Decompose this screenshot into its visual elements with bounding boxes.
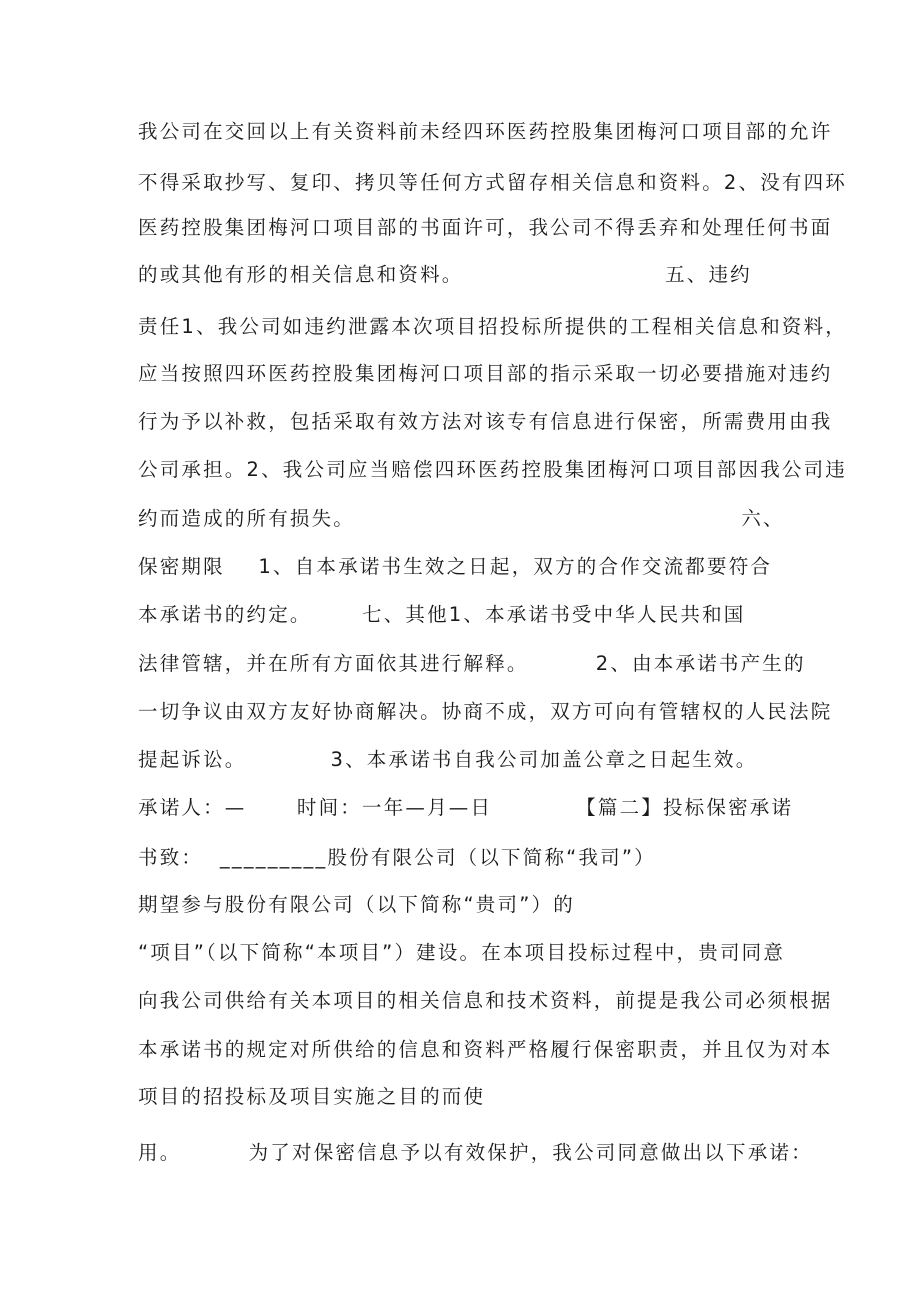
text-line: 医药控股集团梅河口项目部的书面许可，我公司不得丢弃和处理任何书面 — [138, 216, 833, 239]
text-line: 本承诺书的规定对所供给的信息和资料严格履行保密职责，并且仅为对本 — [138, 1038, 833, 1061]
text-line: 书致： _________股份有限公司（以下简称“我司”） — [138, 846, 656, 869]
text-line: 行为予以补救，包括采取有效方法对该专有信息进行保密，所需费用由我 — [138, 410, 833, 433]
text-line: 承诺人：— 时间：一年—月—日 【篇二】投标保密承诺 — [138, 796, 794, 819]
text-line: “项目”（以下简称“本项目”）建设。在本项目投标过程中，贵司同意 — [138, 941, 786, 964]
text-line: 本承诺书的约定。 七、其他1、本承诺书受中华人民共和国 — [138, 603, 746, 626]
text-line: 的或其他有形的相关信息和资料。 五、违约 — [138, 263, 752, 286]
text-line: 用。 为了对保密信息予以有效保护，我公司同意做出以下承诺： — [138, 1141, 813, 1164]
text-line: 保密期限 1、自本承诺书生效之日起，双方的合作交流都要符合 — [138, 555, 773, 578]
text-line: 责任1、我公司如违约泄露本次项目招投标所提供的工程相关信息和资料， — [138, 315, 848, 338]
text-line: 法律管辖，并在所有方面依其进行解释。 2、由本承诺书产生的 — [138, 652, 806, 675]
text-line: 项目的招投标及项目实施之目的而使 — [138, 1085, 486, 1108]
text-line: 一切争议由双方友好协商解决。协商不成，双方可向有管辖权的人民法院 — [138, 700, 833, 723]
text-line: 向我公司供给有关本项目的相关信息和技术资料，前提是我公司必须根据 — [138, 989, 833, 1012]
text-line: 公司承担。2、我公司应当赔偿四环医药控股集团梅河口项目部因我公司违 — [138, 458, 848, 481]
text-line: 提起诉讼。 3、本承诺书自我公司加盖公章之日起生效。 — [138, 748, 758, 771]
text-line: 我公司在交回以上有关资料前未经四环医药控股集团梅河口项目部的允许 — [138, 120, 833, 143]
text-line: 不得采取抄写、复印、拷贝等任何方式留存相关信息和资料。2、没有四环 — [138, 171, 848, 194]
text-line: 应当按照四环医药控股集团梅河口项目部的指示采取一切必要措施对违约 — [138, 362, 833, 385]
text-line: 期望参与股份有限公司（以下简称“贵司”）的 — [138, 893, 575, 916]
text-line: 约而造成的所有损失。 六、 — [138, 507, 785, 530]
